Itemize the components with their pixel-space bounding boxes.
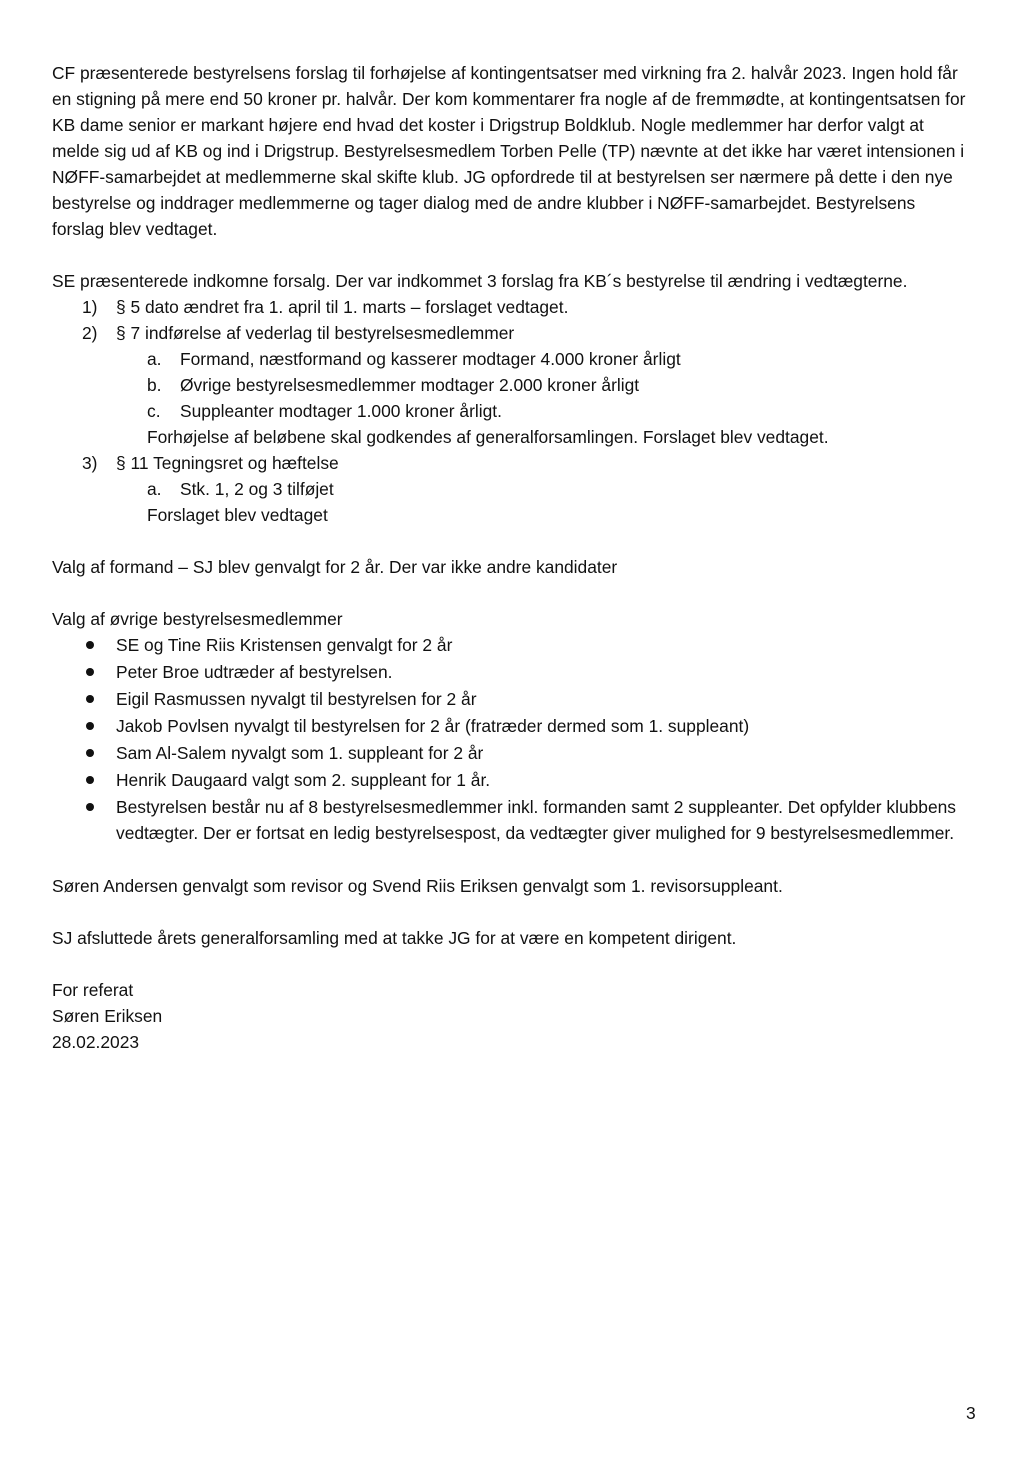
bullet-icon (86, 776, 94, 784)
document-page (52, 60, 972, 1055)
signature-block (52, 977, 972, 1055)
paragraph-auditor-election: Søren Andersen genvalgt som revisor og Svend Riis Eriksen genvalgt som 1. revisorsuppleant. (52, 876, 783, 896)
list-item (52, 740, 972, 766)
proposals-list-continued (52, 450, 972, 476)
proposal-2-note: Forhøjelse af beløbene skal godkendes af generalforsamlingen. Forslaget blev vedtaget. (147, 427, 829, 447)
sublist-item (52, 346, 972, 372)
list-item (52, 767, 972, 793)
bullet-icon (86, 749, 94, 757)
paragraph-spacer (52, 580, 972, 606)
list-item (52, 794, 972, 846)
page-number: 3 (966, 1403, 976, 1423)
sublist-text: Stk. 1, 2 og 3 tilføjet (180, 479, 334, 499)
sublist-text: Suppleanter modtager 1.000 kroner årligt. (180, 401, 502, 421)
bullet-icon (86, 722, 94, 730)
sublist-item (52, 372, 972, 398)
paragraph-closing: SJ afsluttede årets generalforsamling med at takke JG for at være en kompetent dirigent. (52, 928, 737, 948)
signature-label: For referat (52, 980, 134, 1000)
bullet-icon (86, 803, 94, 811)
sublist-text: Formand, næstformand og kasserer modtager 4.000 kroner årligt (180, 349, 681, 369)
paragraph-chairman-election: Valg af formand – SJ blev genvalgt for 2 år. Der var ikke andre kandidater (52, 557, 618, 577)
proposal-item-2 (52, 320, 972, 346)
proposal-item-1 (52, 294, 972, 320)
sublist-item (52, 476, 972, 502)
bullet-text: Henrik Daugaard valgt som 2. suppleant for 1 år. (116, 770, 491, 790)
bullet-text: Bestyrelsen består nu af 8 bestyrelsesmedlemmer inkl. formanden samt 2 suppleanter. Det opfylder klubbens vedtægter. Der er fortsat en ledig bestyrelsespost, da vedtægter giver mulighed for 9 bestyrelsesmedlemmer. (116, 797, 957, 843)
proposal-text: § 11 Tegningsret og hæftelse (116, 453, 339, 473)
paragraph-contingent-proposal: CF præsenterede bestyrelsens forslag til forhøjelse af kontingentsatser med virkning fra 2. halvår 2023. Ingen hold får en stigning på mere end 50 kroner pr. halvår. Der kom kommentarer fra nogle af de fremmødte, at kontingentsatsen for KB dame senior er markant højere end hvad det koster i Drigstrup Boldklub. Nogle medlemmer har derfor valgt at melde sig ud af KB og ind i Drigstrup. Bestyrelsesmedlem Torben Pelle (TP) nævnte at det ikke har været intensionen i NØFF-samarbejdet at medlemmerne skal skifte klub. JG opfordrede til at bestyrelsen ser nærmere på dette i den nye bestyrelse og inddrager medlemmerne og tager dialog med de andre klubber i NØFF-samarbejdet. Bestyrelsens forslag blev vedtaget. (52, 63, 966, 239)
sublist-letter: c. (147, 401, 161, 421)
paragraph-spacer (52, 528, 972, 554)
proposal-number: 1) (82, 297, 98, 317)
bullet-text: SE og Tine Riis Kristensen genvalgt for 2 år (116, 635, 453, 655)
proposal-3-sublist (52, 476, 972, 502)
paragraph-incoming-proposals: SE præsenterede indkomne forsalg. Der var indkommet 3 forslag fra KB´s bestyrelse til ændring i vedtægterne. (52, 271, 908, 291)
list-item (52, 659, 972, 685)
bullet-text: Peter Broe udtræder af bestyrelsen. (116, 662, 393, 682)
paragraph-board-election: Valg af øvrige bestyrelsesmedlemmer (52, 609, 343, 629)
board-bullet-list (52, 632, 972, 846)
proposal-number: 3) (82, 453, 98, 473)
proposals-list (52, 294, 972, 346)
bullet-icon (86, 695, 94, 703)
paragraph-spacer (52, 242, 972, 268)
signature-name: Søren Eriksen (52, 1006, 163, 1026)
bullet-icon (86, 668, 94, 676)
list-item (52, 632, 972, 658)
proposal-number: 2) (82, 323, 98, 343)
sublist-text: Øvrige bestyrelsesmedlemmer modtager 2.000 kroner årligt (180, 375, 640, 395)
paragraph-spacer (52, 951, 972, 977)
paragraph-spacer (52, 847, 972, 873)
list-item (52, 686, 972, 712)
bullet-text: Eigil Rasmussen nyvalgt til bestyrelsen for 2 år (116, 689, 477, 709)
bullet-text: Jakob Povlsen nyvalgt til bestyrelsen for 2 år (fratræder dermed som 1. suppleant) (116, 716, 750, 736)
paragraph-spacer (52, 899, 972, 925)
sublist-letter: a. (147, 479, 162, 499)
signature-date: 28.02.2023 (52, 1032, 140, 1052)
proposal-text: § 7 indførelse af vederlag til bestyrelsesmedlemmer (116, 323, 515, 343)
bullet-text: Sam Al-Salem nyvalgt som 1. suppleant for 2 år (116, 743, 484, 763)
sublist-item (52, 398, 972, 424)
proposal-text: § 5 dato ændret fra 1. april til 1. marts – forslaget vedtaget. (116, 297, 569, 317)
proposal-2-sublist (52, 346, 972, 424)
proposal-3-note: Forslaget blev vedtaget (147, 505, 328, 525)
proposal-item-3 (52, 450, 972, 476)
bullet-icon (86, 641, 94, 649)
sublist-letter: a. (147, 349, 162, 369)
list-item (52, 713, 972, 739)
sublist-letter: b. (147, 375, 162, 395)
